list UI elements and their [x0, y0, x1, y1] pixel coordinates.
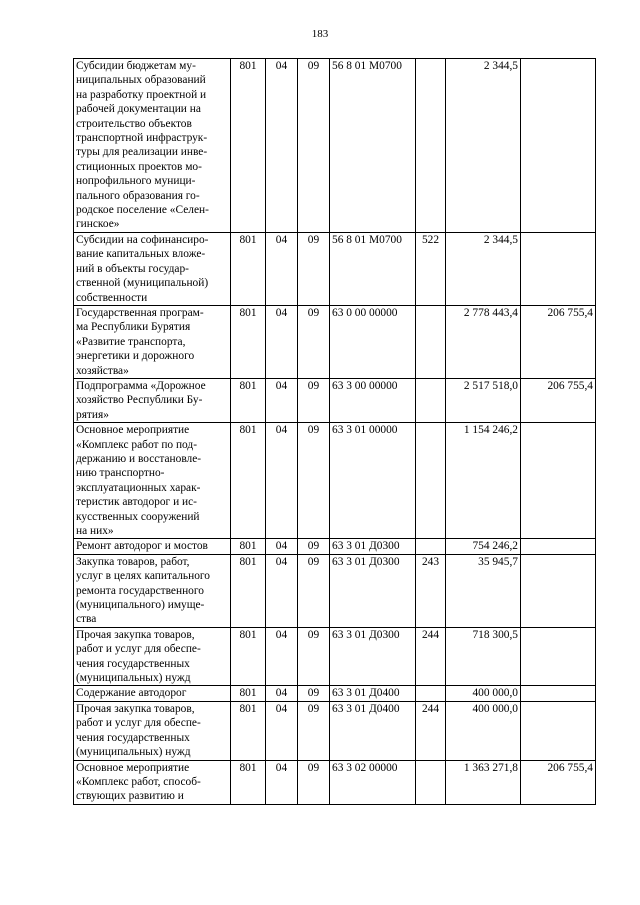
cell-vr	[416, 59, 446, 233]
cell-ved: 801	[231, 305, 266, 378]
cell-ved: 801	[231, 378, 266, 422]
table-row	[74, 627, 596, 686]
cell-csr: 63 3 00 00000	[330, 378, 416, 422]
table-row	[74, 701, 596, 760]
cell-ved: 801	[231, 554, 266, 627]
table-row	[74, 305, 596, 378]
cell-csr: 56 8 01 М0700	[330, 232, 416, 305]
cell-sum-2: 206 755,4	[521, 760, 596, 804]
cell-rz: 04	[266, 423, 298, 539]
cell-rz: 04	[266, 59, 298, 233]
table-row	[74, 59, 596, 233]
cell-ved: 801	[231, 686, 266, 701]
cell-pr: 09	[298, 423, 330, 539]
cell-pr: 09	[298, 554, 330, 627]
cell-pr: 09	[298, 760, 330, 804]
cell-rz: 04	[266, 686, 298, 701]
budget-table	[73, 58, 596, 805]
cell-sum-2	[521, 59, 596, 233]
cell-sum-1: 1 154 246,2	[446, 423, 521, 539]
cell-rz: 04	[266, 701, 298, 760]
cell-name: Закупка товаров, работ, услуг в целях капитального ремонта государственного (муниципального) имуще- ства	[74, 554, 231, 627]
cell-sum-2	[521, 627, 596, 686]
cell-rz: 04	[266, 378, 298, 422]
cell-pr: 09	[298, 305, 330, 378]
cell-pr: 09	[298, 627, 330, 686]
cell-csr: 63 3 01 Д0300	[330, 539, 416, 554]
cell-sum-1: 400 000,0	[446, 701, 521, 760]
cell-sum-1: 1 363 271,8	[446, 760, 521, 804]
cell-ved: 801	[231, 539, 266, 554]
cell-vr	[416, 378, 446, 422]
cell-vr	[416, 423, 446, 539]
cell-pr: 09	[298, 539, 330, 554]
cell-name: Подпрограмма «Дорожное хозяйство Республики Бу- рятия»	[74, 378, 231, 422]
budget-table-body	[74, 59, 596, 805]
cell-csr: 63 0 00 00000	[330, 305, 416, 378]
cell-csr: 63 3 01 Д0400	[330, 701, 416, 760]
cell-ved: 801	[231, 627, 266, 686]
cell-sum-2	[521, 539, 596, 554]
page-number: 183	[311, 28, 329, 40]
cell-name: Субсидии на софинансиро- вание капитальных вложе- ний в объекты государ- ственной (муниципальной) собственности	[74, 232, 231, 305]
cell-vr	[416, 686, 446, 701]
cell-sum-1: 400 000,0	[446, 686, 521, 701]
cell-sum-1: 2 778 443,4	[446, 305, 521, 378]
table-row	[74, 760, 596, 804]
cell-sum-2	[521, 232, 596, 305]
cell-sum-1: 2 344,5	[446, 232, 521, 305]
cell-name: Основное мероприятие «Комплекс работ по под- держанию и восстановле- нию транспортно- эксплуатационных харак- теристик автодорог и ис- кусственных сооружений на них»	[74, 423, 231, 539]
cell-vr	[416, 305, 446, 378]
cell-vr	[416, 539, 446, 554]
cell-vr: 244	[416, 627, 446, 686]
cell-rz: 04	[266, 232, 298, 305]
cell-vr: 244	[416, 701, 446, 760]
cell-sum-1: 754 246,2	[446, 539, 521, 554]
table-row	[74, 686, 596, 701]
cell-csr: 56 8 01 М0700	[330, 59, 416, 233]
cell-sum-2	[521, 423, 596, 539]
cell-pr: 09	[298, 378, 330, 422]
cell-ved: 801	[231, 232, 266, 305]
cell-sum-1: 2 517 518,0	[446, 378, 521, 422]
cell-rz: 04	[266, 554, 298, 627]
cell-csr: 63 3 01 Д0300	[330, 627, 416, 686]
cell-name: Прочая закупка товаров, работ и услуг для обеспе- чения государственных (муниципальных) нужд	[74, 627, 231, 686]
cell-pr: 09	[298, 59, 330, 233]
table-row	[74, 378, 596, 422]
cell-vr: 522	[416, 232, 446, 305]
cell-csr: 63 3 01 00000	[330, 423, 416, 539]
table-row	[74, 232, 596, 305]
cell-ved: 801	[231, 701, 266, 760]
cell-name: Субсидии бюджетам му- ниципальных образований на разработку проектной и рабочей документации на строительство объектов транспортной инфраструк- туры для реализации инве- стиционных проектов мо- нопрофильного муници- пального образования го- родское поселение «Селен- гинское»	[74, 59, 231, 233]
cell-name: Основное мероприятие «Комплекс работ, способ- ствующих развитию и	[74, 760, 231, 804]
cell-sum-2: 206 755,4	[521, 305, 596, 378]
cell-ved: 801	[231, 59, 266, 233]
cell-sum-2	[521, 554, 596, 627]
cell-pr: 09	[298, 686, 330, 701]
cell-rz: 04	[266, 627, 298, 686]
cell-ved: 801	[231, 760, 266, 804]
table-row	[74, 554, 596, 627]
cell-csr: 63 3 01 Д0300	[330, 554, 416, 627]
cell-sum-1: 35 945,7	[446, 554, 521, 627]
cell-sum-2: 206 755,4	[521, 378, 596, 422]
cell-name: Содержание автодорог	[74, 686, 231, 701]
cell-rz: 04	[266, 539, 298, 554]
table-row	[74, 539, 596, 554]
cell-ved: 801	[231, 423, 266, 539]
cell-sum-1: 718 300,5	[446, 627, 521, 686]
cell-pr: 09	[298, 701, 330, 760]
cell-vr	[416, 760, 446, 804]
cell-name: Ремонт автодорог и мостов	[74, 539, 231, 554]
cell-rz: 04	[266, 305, 298, 378]
cell-pr: 09	[298, 232, 330, 305]
cell-csr: 63 3 02 00000	[330, 760, 416, 804]
cell-vr: 243	[416, 554, 446, 627]
cell-sum-1: 2 344,5	[446, 59, 521, 233]
cell-csr: 63 3 01 Д0400	[330, 686, 416, 701]
table-row	[74, 423, 596, 539]
cell-name: Прочая закупка товаров, работ и услуг для обеспе- чения государственных (муниципальных) нужд	[74, 701, 231, 760]
cell-sum-2	[521, 701, 596, 760]
cell-rz: 04	[266, 760, 298, 804]
cell-name: Государственная програм- ма Республики Бурятия «Развитие транспорта, энергетики и дорожного хозяйства»	[74, 305, 231, 378]
cell-sum-2	[521, 686, 596, 701]
